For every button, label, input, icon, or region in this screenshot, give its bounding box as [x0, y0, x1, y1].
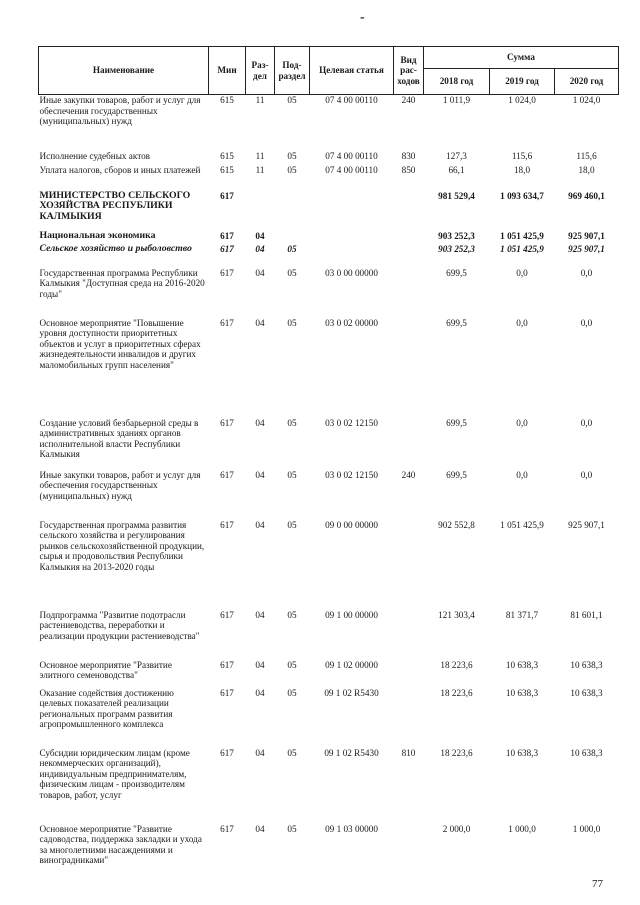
table-cell-2020: 925 907,1 — [568, 519, 605, 530]
table-cell-razdel: 11 — [255, 150, 265, 161]
table-cell-min: 617 — [220, 659, 234, 670]
header-2019: 2019 год — [490, 69, 555, 95]
table-cell-name: Иные закупки товаров, работ и услуг для обеспечения государственных (муниципальных) нужд — [39, 469, 201, 501]
table-body — [39, 95, 619, 894]
header-2020: 2020 год — [555, 69, 619, 95]
table-cell-2020: 1 024,0 — [572, 95, 601, 105]
table-cell-2018: 18 223,6 — [440, 747, 473, 758]
table-cell-vid — [394, 244, 424, 268]
table-cell-2018: 903 252,3 — [438, 230, 475, 241]
table-cell-target: 09 1 03 00000 — [325, 823, 378, 834]
table-cell-target: 03 0 02 00000 — [325, 317, 378, 328]
table-cell-razdel: 04 — [255, 417, 265, 428]
table-cell-2019: 10 638,3 — [505, 659, 539, 670]
table-cell-min: 615 — [220, 95, 234, 105]
table-cell-target: 09 1 00 00000 — [325, 609, 378, 620]
table-cell-name: Основное мероприятие "Повышение уровня доступности приоритетных объектов и услуг в приоритетных сферах жизнедеятельности инвалидов и других маломобильных групп населения" — [39, 317, 201, 370]
table-cell-min: 615 — [220, 150, 234, 161]
table-cell-2018: 18 223,6 — [440, 687, 473, 698]
table-cell-target — [310, 191, 394, 231]
table-cell-podrazdel: 05 — [287, 150, 297, 161]
header-vid: Вид рас-ходов — [394, 47, 424, 95]
table-cell-min: 617 — [220, 823, 234, 834]
table-cell-2019: 18,0 — [513, 164, 531, 175]
table-cell-vid — [394, 418, 424, 470]
table-cell-name: МИНИСТЕРСТВО СЕЛЬСКОГО ХОЗЯЙСТВА РЕСПУБЛИКИ КАЛМЫКИЯ — [39, 189, 191, 222]
table-cell-podrazdel: 05 — [287, 317, 297, 328]
table-cell-2020: 81 601,1 — [570, 609, 603, 620]
table-cell-name: Иные закупки товаров, работ и услуг для обеспечения государственных (муниципальных) нужд — [39, 95, 201, 127]
table-cell-razdel — [246, 191, 275, 231]
table-cell-vid: 240 — [401, 95, 416, 105]
table-cell-target: 03 0 02 12150 — [325, 417, 378, 428]
table-cell-name: Национальная экономика — [39, 229, 156, 241]
table-cell-name: Сельское хозяйство и рыболовство — [39, 242, 192, 254]
table-cell-min: 617 — [220, 519, 234, 530]
table-cell-2019: 10 638,3 — [505, 747, 539, 758]
table-cell-min: 617 — [220, 687, 234, 698]
table-cell-vid — [394, 268, 424, 318]
table-cell-target — [310, 231, 394, 244]
table-cell-2020: 18,0 — [578, 164, 595, 175]
table-cell-2018: 1 011,9 — [442, 95, 471, 105]
table-cell-2018: 981 529,4 — [438, 190, 475, 201]
table-cell-vid — [394, 520, 424, 610]
table-cell-razdel: 04 — [255, 267, 265, 278]
table-cell-2019: 81 371,7 — [505, 609, 539, 620]
table-cell-2020: 0,0 — [580, 469, 593, 480]
table-cell-2019: 1 093 634,7 — [500, 190, 544, 201]
top-mark: - — [360, 10, 365, 25]
table-cell-razdel: 04 — [255, 609, 265, 620]
table-cell-2019: 115,6 — [511, 150, 533, 161]
table-cell-razdel: 04 — [255, 519, 265, 530]
table-cell-name: Государственная программа развития сельского хозяйства и регулирования рынков сельскохозяйственной продукции, сырья и продовольствия Республики Калмыкия на 2013-2020 годы — [39, 519, 205, 572]
table-cell-target: 09 1 02 R5430 — [324, 747, 379, 758]
table-cell-podrazdel: 05 — [287, 164, 297, 175]
table-cell-podrazdel: 05 — [287, 519, 297, 530]
table-cell-2020: 10 638,3 — [570, 687, 603, 698]
table-row — [39, 231, 619, 244]
header-razdel: Раз-дел — [246, 47, 275, 95]
table-cell-min: 617 — [220, 417, 234, 428]
table-row — [39, 95, 619, 151]
table-cell-podrazdel: 05 — [287, 267, 297, 278]
table-cell-razdel: 04 — [255, 469, 265, 480]
table-cell-min: 617 — [220, 747, 234, 758]
table-row — [39, 470, 619, 520]
table-cell-name: Оказание содействия достижению целевых показателей реализации региональных программ развития агропромышленного комплекса — [39, 687, 174, 730]
table-row — [39, 268, 619, 318]
table-cell-2019: 1 024,0 — [508, 95, 536, 105]
table-cell-min: 617 — [220, 317, 234, 328]
table-cell-min: 617 — [220, 469, 234, 480]
table-cell-target: 09 0 00 00000 — [325, 519, 378, 530]
table-cell-podrazdel: 05 — [287, 687, 297, 698]
table-cell-vid — [394, 191, 424, 231]
table-cell-2019: 0,0 — [516, 317, 528, 328]
table-cell-vid: 240 — [401, 469, 416, 480]
table-cell-2018: 699,5 — [446, 317, 467, 328]
table-cell-podrazdel: 05 — [287, 243, 297, 254]
table-cell-razdel: 11 — [255, 95, 265, 105]
page-number: 77 — [592, 878, 603, 890]
table-cell-2018: 127,3 — [446, 150, 467, 161]
table-cell-vid: 810 — [401, 747, 416, 758]
table-cell-name: Основное мероприятие "Развитие садоводства, поддержка закладки и ухода за многолетними насаждениями и виноградниками" — [39, 823, 202, 866]
table-row — [39, 165, 619, 191]
table-cell-podrazdel: 05 — [287, 469, 297, 480]
table-cell-2018: 699,5 — [446, 417, 467, 428]
table-cell-vid — [394, 824, 424, 894]
table-cell-min: 615 — [220, 164, 234, 175]
table-cell-vid — [394, 610, 424, 660]
table-cell-vid — [394, 660, 424, 688]
table-cell-target — [310, 244, 394, 268]
table-cell-2019: 10 638,3 — [505, 687, 539, 698]
table-cell-min: 617 — [220, 190, 234, 201]
table-cell-target: 03 0 02 12150 — [325, 469, 378, 480]
table-cell-razdel: 04 — [255, 687, 265, 698]
table-cell-target: 09 1 02 R5430 — [324, 687, 379, 698]
header-podrazdel: Под-раздел — [275, 47, 310, 95]
table-cell-target: 07 4 00 00110 — [325, 95, 378, 105]
table-cell-2020: 925 907,1 — [568, 230, 605, 241]
table-cell-name: Исполнение судебных актов — [39, 150, 151, 161]
table-cell-2020: 10 638,3 — [570, 659, 603, 670]
table-cell-2020: 969 460,1 — [568, 190, 605, 201]
table-cell-podrazdel: 05 — [287, 823, 297, 834]
table-cell-2020: 0,0 — [580, 317, 593, 328]
table-cell-2020: 0,0 — [580, 417, 593, 428]
table-cell-2018: 18 223,6 — [440, 659, 473, 670]
table-cell-2020: 115,6 — [576, 150, 597, 161]
header-2018: 2018 год — [424, 69, 490, 95]
table-cell-2020: 1 000,0 — [572, 823, 601, 834]
table-cell-target: 09 1 02 00000 — [325, 659, 378, 670]
table-cell-name: Создание условий безбарьерной среды в административных зданиях органов исполнительной власти Республики Калмыкия — [39, 417, 199, 460]
table-row — [39, 520, 619, 610]
table-cell-2020: 925 907,1 — [568, 243, 605, 254]
budget-table — [38, 46, 619, 894]
table-cell-razdel: 04 — [255, 317, 265, 328]
table-cell-podrazdel: 05 — [287, 659, 297, 670]
table-cell-podrazdel: 05 — [287, 747, 297, 758]
table-cell-2019: 1 051 425,9 — [500, 243, 544, 254]
table-cell-2018: 2 000,0 — [442, 823, 471, 834]
table-cell-razdel: 11 — [255, 164, 265, 175]
table-cell-name: Подпрограмма "Развитие подотрасли растениеводства, переработки и реализации продукции растениеводства" — [39, 609, 200, 641]
table-cell-podrazdel — [275, 231, 310, 244]
table-cell-podrazdel: 05 — [287, 95, 297, 105]
table-cell-2018: 121 303,4 — [438, 609, 475, 620]
table-row — [39, 318, 619, 418]
header-target: Целевая статья — [310, 47, 394, 95]
table-cell-vid — [394, 688, 424, 748]
table-cell-name: Субсидии юридическим лицам (кроме некоммерческих организаций), индивидуальным предпринимателям, физическим лицам - производителям товаров, работ, услуг — [39, 747, 190, 800]
table-cell-2019: 0,0 — [516, 417, 528, 428]
table-cell-2020: 10 638,3 — [570, 747, 603, 758]
table-cell-name: Основное мероприятие "Развитие элитного семеноводства" — [39, 659, 172, 681]
table-cell-vid: 850 — [401, 164, 416, 175]
table-row — [39, 191, 619, 231]
table-cell-min: 617 — [220, 230, 234, 241]
table-cell-target: 03 0 00 00000 — [325, 267, 378, 278]
table-cell-2018: 902 552,8 — [438, 519, 475, 530]
table-cell-2018: 699,5 — [446, 267, 467, 278]
table-row — [39, 418, 619, 470]
table-cell-name: Уплата налогов, сборов и иных платежей — [39, 164, 201, 175]
table-cell-min: 617 — [220, 267, 234, 278]
table-cell-name: Государственная программа Республики Калмыкия "Доступная среда на 2016-2020 годы" — [39, 267, 205, 299]
table-header — [39, 47, 619, 95]
table-cell-2019: 0,0 — [516, 469, 528, 480]
table-cell-podrazdel — [275, 191, 310, 231]
table-cell-2019: 0,0 — [516, 267, 528, 278]
table-cell-min: 617 — [220, 609, 234, 620]
table-cell-razdel: 04 — [255, 230, 265, 241]
header-name: Наименование — [39, 47, 209, 95]
table-cell-vid: 830 — [401, 150, 416, 161]
table-row — [39, 151, 619, 165]
table-cell-min: 617 — [220, 243, 234, 254]
table-row — [39, 660, 619, 688]
header-min: Мин — [209, 47, 246, 95]
table-cell-2019: 1 051 425,9 — [500, 230, 544, 241]
table-cell-razdel: 04 — [255, 659, 265, 670]
table-cell-2018: 699,5 — [446, 469, 467, 480]
table-row — [39, 244, 619, 268]
table-cell-target: 07 4 00 00110 — [325, 150, 378, 161]
table-cell-vid — [394, 231, 424, 244]
table-cell-2018: 903 252,3 — [438, 243, 475, 254]
table-cell-target: 07 4 00 00110 — [325, 164, 378, 175]
table-cell-2019: 1 051 425,9 — [500, 519, 544, 530]
table-cell-razdel: 04 — [255, 823, 265, 834]
table-cell-2019: 1 000,0 — [508, 823, 536, 834]
table-row — [39, 610, 619, 660]
header-sum: Сумма — [424, 47, 619, 69]
table-cell-razdel: 04 — [255, 747, 265, 758]
table-cell-razdel: 04 — [255, 243, 265, 254]
table-row — [39, 824, 619, 894]
table-cell-vid — [394, 318, 424, 418]
table-row — [39, 748, 619, 824]
table-cell-2018: 66,1 — [448, 164, 465, 175]
table-cell-2020: 0,0 — [580, 267, 593, 278]
table-cell-podrazdel: 05 — [287, 609, 297, 620]
table-row — [39, 688, 619, 748]
table-cell-podrazdel: 05 — [287, 417, 297, 428]
